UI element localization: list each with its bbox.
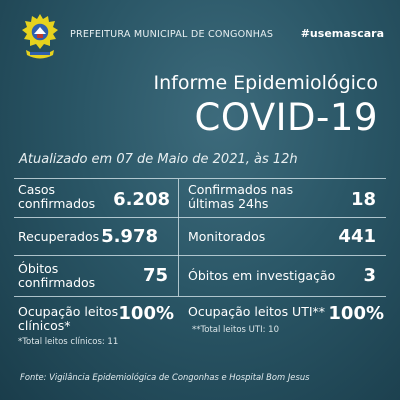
stat-leitos-uti-label: Ocupação leitos UTI** **Total leitos UTI: 10 bbox=[188, 304, 326, 335]
stat-casos-value: 6.208 bbox=[113, 189, 170, 210]
hashtag: #usemascara bbox=[300, 27, 384, 40]
divider-row-2 bbox=[14, 255, 386, 256]
report-title: Informe Epidemiológico bbox=[153, 72, 378, 94]
stat-recuperados-value: 5.978 bbox=[101, 226, 158, 247]
municipal-crest-icon bbox=[20, 12, 60, 62]
stat-confirmados24-label: Confirmados nas últimas 24hs bbox=[188, 182, 294, 211]
updated-timestamp: Atualizado em 07 de Maio de 2021, às 12h bbox=[19, 152, 298, 167]
source-footnote: Fonte: Vigilância Epidemiológica de Congonhas e Hospital Bom Jesus bbox=[20, 372, 310, 382]
stat-monitorados-label: Monitorados bbox=[188, 229, 266, 244]
municipality-name: PREFEITURA MUNICIPAL DE CONGONHAS bbox=[70, 29, 274, 40]
divider-top bbox=[14, 178, 386, 179]
stat-leitos-clinicos-value: 100% bbox=[118, 303, 174, 324]
stat-casos-label: Casos confirmados bbox=[18, 182, 96, 211]
stat-investigacao-value: 3 bbox=[363, 265, 376, 286]
stat-leitos-uti-value: 100% bbox=[328, 303, 384, 324]
leitos-uti-note: **Total leitos UTI: 10 bbox=[192, 324, 279, 335]
stat-obitos-value: 75 bbox=[142, 265, 168, 286]
covid-title: COVID-19 bbox=[194, 96, 378, 139]
divider-row-1 bbox=[14, 217, 386, 218]
divider-row-3 bbox=[14, 296, 386, 297]
leitos-clinicos-note: *Total leitos clínicos: 11 bbox=[18, 337, 119, 347]
stat-recuperados-label: Recuperados bbox=[18, 229, 100, 244]
header bbox=[0, 0, 400, 68]
stat-leitos-clinicos-label: Ocupação leitos clínicos* *Total leitos clínicos: 11 bbox=[18, 304, 119, 347]
divider-vertical bbox=[178, 179, 179, 296]
stat-monitorados-value: 441 bbox=[338, 226, 376, 247]
stat-investigacao-label: Óbitos em investigação bbox=[188, 268, 336, 283]
stat-obitos-label: Óbitos confirmados bbox=[18, 261, 96, 290]
stat-confirmados24-value: 18 bbox=[350, 189, 376, 210]
